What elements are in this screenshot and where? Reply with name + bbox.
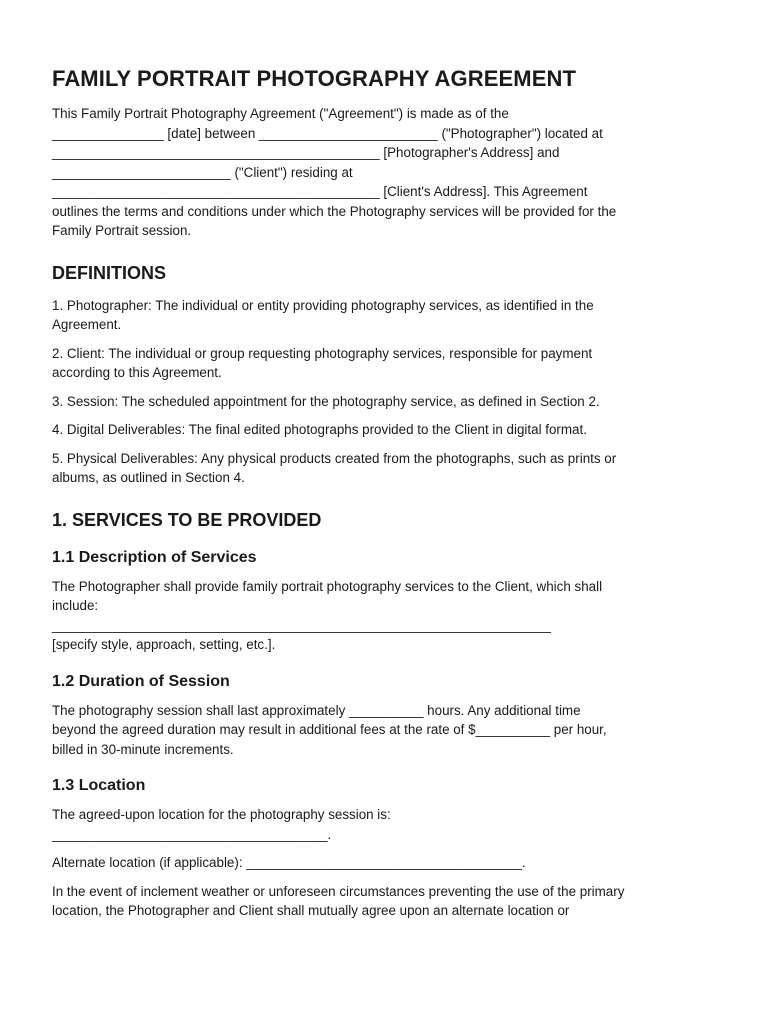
definition-line: Agreement. xyxy=(52,317,122,332)
duration-heading: 1.2 Duration of Session xyxy=(52,672,230,690)
intro-line: ____________________________________________ [Photographer's Address] and xyxy=(52,145,560,160)
alternate-location-line: Alternate location (if applicable): _____________________________________. xyxy=(52,855,526,870)
weather-line: location, the Photographer and Client shall mutually agree upon an alternate location or xyxy=(52,903,570,918)
weather-paragraph xyxy=(52,882,722,921)
location-line: The agreed-upon location for the photography session is: xyxy=(52,807,391,822)
duration-line: beyond the agreed duration may result in additional fees at the rate of $__________ per hour, xyxy=(52,722,607,737)
definition-line: albums, as outlined in Section 4. xyxy=(52,470,245,485)
duration-paragraph xyxy=(52,701,722,760)
intro-line: ____________________________________________ [Client's Address]. This Agreement xyxy=(52,184,588,199)
definition-line: 2. Client: The individual or group requesting photography services, responsible for payment xyxy=(52,345,593,361)
location-blank: _____________________________________. xyxy=(52,826,332,842)
definitions-heading: DEFINITIONS xyxy=(52,262,167,283)
intro-line: Family Portrait session. xyxy=(52,223,192,238)
definition-item xyxy=(52,420,722,440)
definition-line: 5. Physical Deliverables: Any physical products created from the photographs, such as prints or xyxy=(52,450,617,466)
description-blank: ___________________________________________________________________ xyxy=(52,617,551,633)
services-heading: 1. SERVICES TO BE PROVIDED xyxy=(52,509,322,530)
definition-line: according to this Agreement. xyxy=(52,365,222,380)
description-heading: 1.1 Description of Services xyxy=(52,548,257,566)
definition-item xyxy=(52,344,722,383)
weather-line: In the event of inclement weather or unforeseen circumstances preventing the use of the primary xyxy=(52,883,625,899)
intro-paragraph xyxy=(52,104,722,241)
definition-item xyxy=(52,449,722,488)
agreement-body xyxy=(52,66,722,930)
description-line: [specify style, approach, setting, etc.]. xyxy=(52,637,276,652)
definition-line: 1. Photographer: The individual or entity providing photography services, as identified in the xyxy=(52,297,594,313)
description-paragraph xyxy=(52,577,722,655)
document-title: FAMILY PORTRAIT PHOTOGRAPHY AGREEMENT xyxy=(52,66,577,91)
definition-line: 3. Session: The scheduled appointment for the photography service, as defined in Section 2. xyxy=(52,393,600,409)
definition-item xyxy=(52,296,722,335)
intro-line: ________________________ ("Client") residing at xyxy=(52,164,353,180)
definition-item xyxy=(52,392,722,412)
duration-line: The photography session shall last approximately __________ hours. Any additional time xyxy=(52,702,581,718)
description-line: include: xyxy=(52,598,99,613)
duration-line: billed in 30-minute increments. xyxy=(52,741,234,757)
definition-line: 4. Digital Deliverables: The final edited photographs provided to the Client in digital format. xyxy=(52,422,587,437)
intro-line: This Family Portrait Photography Agreement ("Agreement") is made as of the xyxy=(52,106,509,121)
location-paragraph xyxy=(52,805,722,844)
alternate-location-paragraph xyxy=(52,853,722,873)
intro-line: outlines the terms and conditions under which the Photography services will be provided for the xyxy=(52,203,617,219)
description-line: The Photographer shall provide family portrait photography services to the Client, which shall xyxy=(52,578,603,594)
intro-line: _______________ [date] between ________________________ ("Photographer") located at xyxy=(52,125,603,141)
location-heading: 1.3 Location xyxy=(52,777,146,794)
